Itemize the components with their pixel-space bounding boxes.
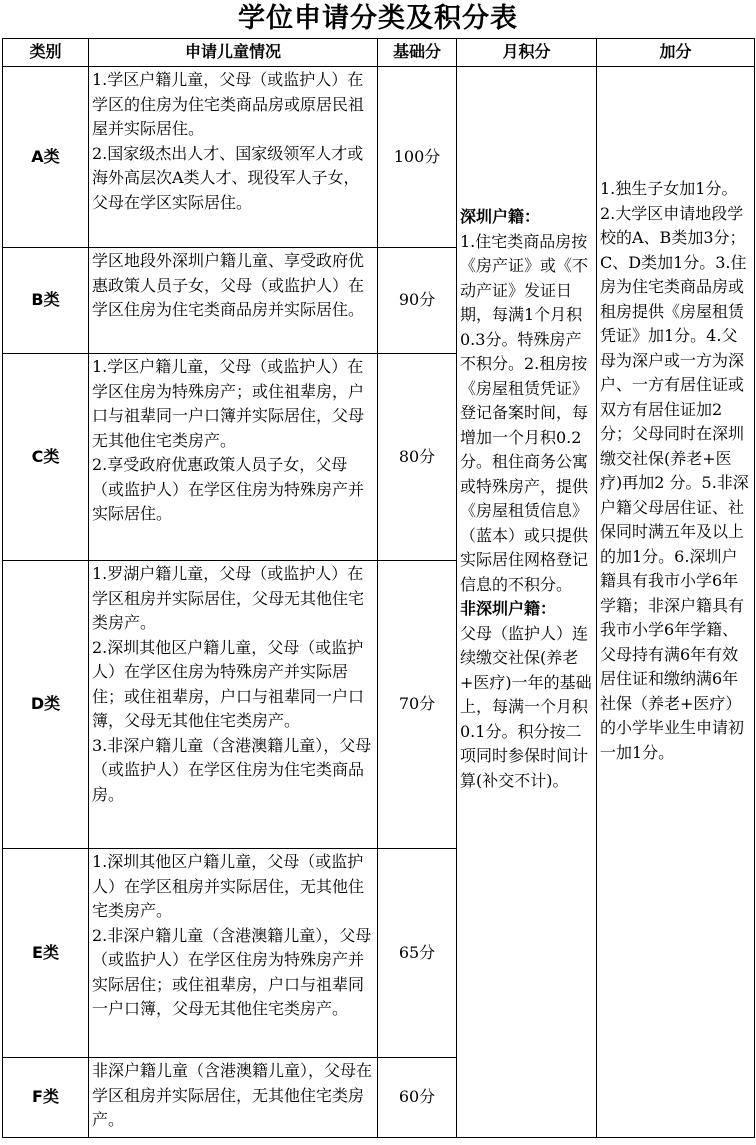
condition-cell (89, 354, 378, 561)
table-row (3, 67, 755, 248)
category-cell: B类 (3, 248, 89, 354)
header-condition: 申请儿童情况 (89, 39, 378, 67)
header-monthly-points: 月积分 (457, 39, 597, 67)
header-category: 类别 (3, 39, 89, 67)
condition-item: 学区地段外深圳户籍儿童、享受政府优惠政策人员子女，父母（或监护人）在学区住房为住宅类商品房并实际居住。 (92, 251, 365, 319)
condition-cell (89, 248, 378, 354)
score-cell: 70分 (378, 561, 457, 849)
condition-item: 1.罗湖户籍儿童，父母（或监护人）在学区租房并实际居住，父母无其他住宅类房产。 (92, 564, 365, 632)
condition-item: 1.深圳其他区户籍儿童，父母（或监护人）在学区租房并实际居住，无其他住宅类房产。 (92, 852, 365, 920)
bonus-cell (597, 67, 755, 1138)
score-cell: 60分 (378, 1058, 457, 1138)
condition-item: 2.深圳其他区户籍儿童，父母（或监护人）在学区住房为特殊房产并实际居住；或住祖辈房，户口与祖辈同一户口簿，父母无其他住宅类房产。 (92, 637, 365, 730)
condition-item: 2.享受政府优惠政策人员子女，父母（或监护人）在学区住房为特殊房产并实际居住。 (92, 455, 365, 523)
condition-item: 2.非深户籍儿童（含港澳籍儿童），父母（或监护人）在学区住房为特殊房产并实际居住；或住祖辈房，户口与祖辈同一户口簿，父母无其他住宅类房产。 (92, 925, 372, 1018)
condition-cell (89, 67, 378, 248)
category-cell: A类 (3, 67, 89, 248)
condition-cell (89, 849, 378, 1058)
non-sz-heading: 非深圳户籍： (460, 599, 557, 618)
header-row (3, 39, 755, 67)
monthly-points-cell (457, 67, 597, 1138)
category-cell: F类 (3, 1058, 89, 1138)
condition-item: 3.非深户籍儿童（含港澳籍儿童），父母（或监护人）在学区住房为住宅类商品房。 (92, 735, 372, 804)
header-base-score: 基础分 (378, 39, 457, 67)
condition-cell (89, 1058, 378, 1138)
condition-cell (89, 561, 378, 849)
page-title: 学位申请分类及积分表 (238, 3, 518, 34)
score-cell: 90分 (378, 248, 457, 354)
condition-item: 2.国家级杰出人才、国家级领军人才或海外高层次A类人才、现役军人子女，父母在学区实际居住。 (92, 143, 364, 212)
condition-item: 1.学区户籍儿童，父母（或监护人）在学区的住房为住宅类商品房或原居民祖屋并实际居住。 (92, 70, 365, 138)
condition-item: 1.学区户籍儿童，父母（或监护人）在学区住房为特殊房产；或住祖辈房，户口与祖辈同一户口簿并实际居住，父母无其他住宅类房产。 (92, 357, 365, 450)
category-cell: E类 (3, 849, 89, 1058)
sz-rules: 1.住宅类商品房按《房产证》或《不动产证》发证日期，每满1个月积0.3分。特殊房产不积分。2.租房按《房屋租赁凭证》登记备案时间，每增加一个月积0.2分。租住商务公寓或特殊房产，提供《房屋租赁信息》（蓝本）或只提供实际居住网格登记信息的不积分。 (460, 231, 589, 594)
category-cell: C类 (3, 354, 89, 561)
score-cell: 65分 (378, 849, 457, 1058)
sz-heading: 深圳户籍： (460, 207, 541, 226)
bonus-rules: 1.独生子女加1分。2.大学区申请地段学校的A、B类加3分；C、D类加1分。3.住房为住宅类商品房或租房提供《房屋租赁凭证》加1分。4.父母为深户或一方为深户、一方有居住证或双方有居住证加2分；父母同时在深圳缴交社保(养老+医疗)再加2 分。5.非深户籍父母居住证、社保同时满五年及以上的加1分。6.深圳户籍具有我市小学6年学籍；非深户籍具有我市小学6年学籍、父母持有满6年有效居住证和缴纳满6年社保（养老+医疗）的小学毕业生申请初一加1分。 (600, 179, 749, 762)
score-cell: 80分 (378, 354, 457, 561)
score-cell: 100分 (378, 67, 457, 248)
non-sz-rules: 父母（监护人）连续缴交社保(养老+医疗)一年的基础上，每满一个月积0.1分。积分按二项同时参保时间计算(补交不计)。 (460, 623, 592, 790)
category-cell: D类 (3, 561, 89, 849)
header-bonus: 加分 (597, 39, 755, 67)
classification-table (2, 38, 755, 1138)
condition-item: 非深户籍儿童（含港澳籍儿童），父母在学区租房并实际居住，无其他住宅类房产。 (92, 1061, 373, 1129)
